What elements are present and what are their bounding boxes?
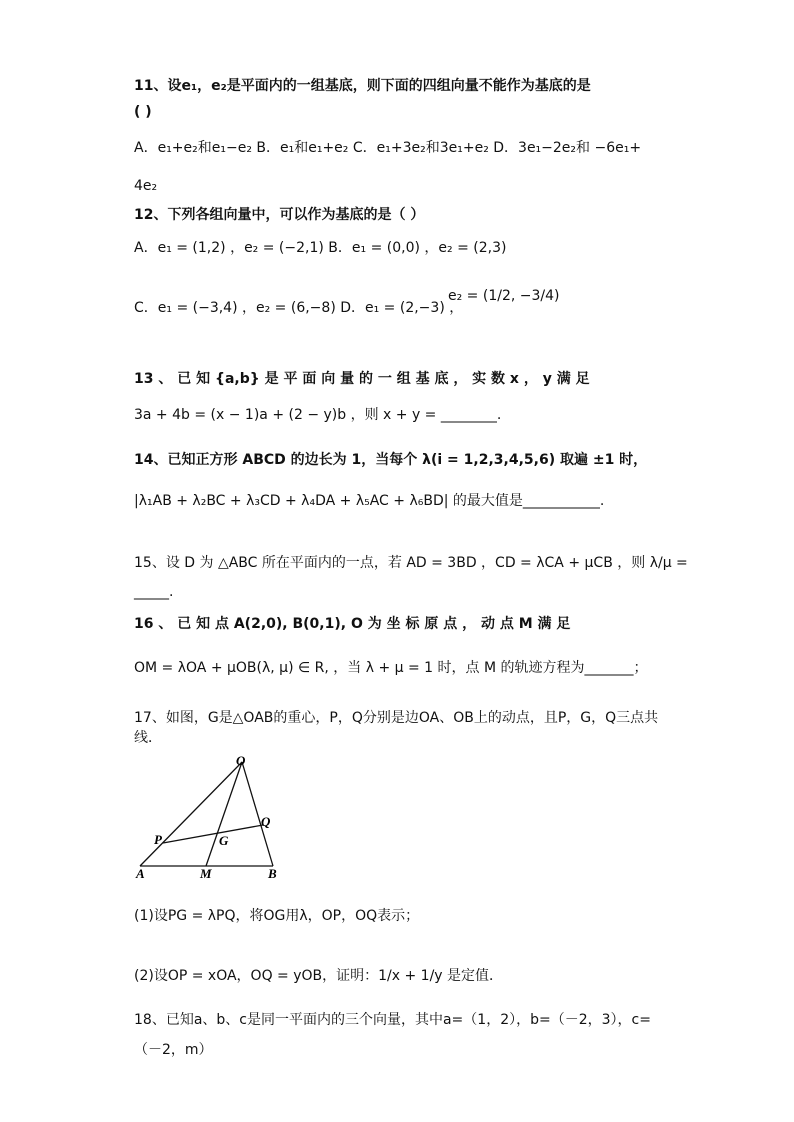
label-g: G [219, 833, 229, 848]
q17-part2: (2)设OP = xOA，OQ = yOB，证明：1/x + 1/y 是定值． [134, 968, 504, 984]
median-om [206, 762, 242, 866]
q13-line1: 13 、 已 知 {a,b} 是 平 面 向 量 的 一 组 基 底 ， 实 数 x ， y 满 足 [134, 371, 590, 387]
q18-line1: 18、已知a、b、c是同一平面内的三个向量，其中a=（1，2），b=（－2，3），c= [134, 1012, 651, 1028]
q12-stem: 12、下列各组向量中，可以作为基底的是（ ） [134, 207, 425, 223]
q15-line2: _____. [134, 584, 174, 600]
q11-tail: 4e₂ [134, 178, 158, 194]
q17-part1: (1)设PG = λPQ，将OG用λ，OP，OQ表示； [134, 908, 420, 924]
q14-line1: 14、已知正方形 ABCD 的边长为 1，当每个 λ(i = 1,2,3,4,5,6) 取遍 ±1 时， [134, 452, 648, 468]
label-a: A [136, 866, 145, 881]
triangle-figure [130, 752, 300, 882]
label-p: P [154, 832, 162, 847]
q16-line2: OM = λOA + μOB(λ, μ) ∈ R, ，当 λ + μ = 1 时，点 M 的轨迹方程为_______； [134, 660, 648, 676]
label-b: B [268, 866, 277, 881]
q18-line2: （－2，m） [134, 1042, 213, 1058]
q11-paren: ( ) [134, 104, 152, 120]
q12-row2-left: C．e₁ = (−3,4) ，e₂ = (6,−8) D．e₁ = (2,−3) ， [134, 300, 464, 316]
q13-line2: 3a + 4b = (x − 1)a + (2 − y)b ，则 x + y = ________. [134, 407, 502, 423]
q12-row2-right: e₂ = (1/2, −3/4) [448, 288, 560, 304]
q17-line1: 17、如图，G是△OAB的重心，P，Q分别是边OA、OB上的动点，且P，G，Q三点共 [134, 710, 659, 726]
edge-oa [140, 762, 242, 866]
label-q: Q [261, 814, 271, 829]
q16-line1: 16 、 已 知 点 A(2,0), B(0,1), O 为 坐 标 原 点 ， 动 点 M 满 足 [134, 616, 571, 632]
q15-line1: 15、设 D 为 △ABC 所在平面内的一点，若 AD = 3BD ，CD = λCA + μCB ，则 λ/μ = [134, 555, 688, 571]
q11-stem: 11、设e₁，e₂是平面内的一组基底，则下面的四组向量不能作为基底的是 [134, 78, 591, 94]
label-m: M [200, 866, 212, 881]
q17-line2: 线． [134, 730, 162, 746]
q11-options: A．e₁+e₂和e₁−e₂ B．e₁和e₁+e₂ C．e₁+3e₂和3e₁+e₂ D．3e₁−2e₂和 −6e₁+ [134, 140, 642, 156]
q12-row1: A．e₁ = (1,2) ，e₂ = (−2,1) B．e₁ = (0,0) ，e₂ = (2,3) [134, 240, 507, 256]
q14-line2: |λ₁AB + λ₂BC + λ₃CD + λ₄DA + λ₅AC + λ₆BD| 的最大值是___________. [134, 493, 605, 509]
label-o: O [236, 753, 246, 768]
